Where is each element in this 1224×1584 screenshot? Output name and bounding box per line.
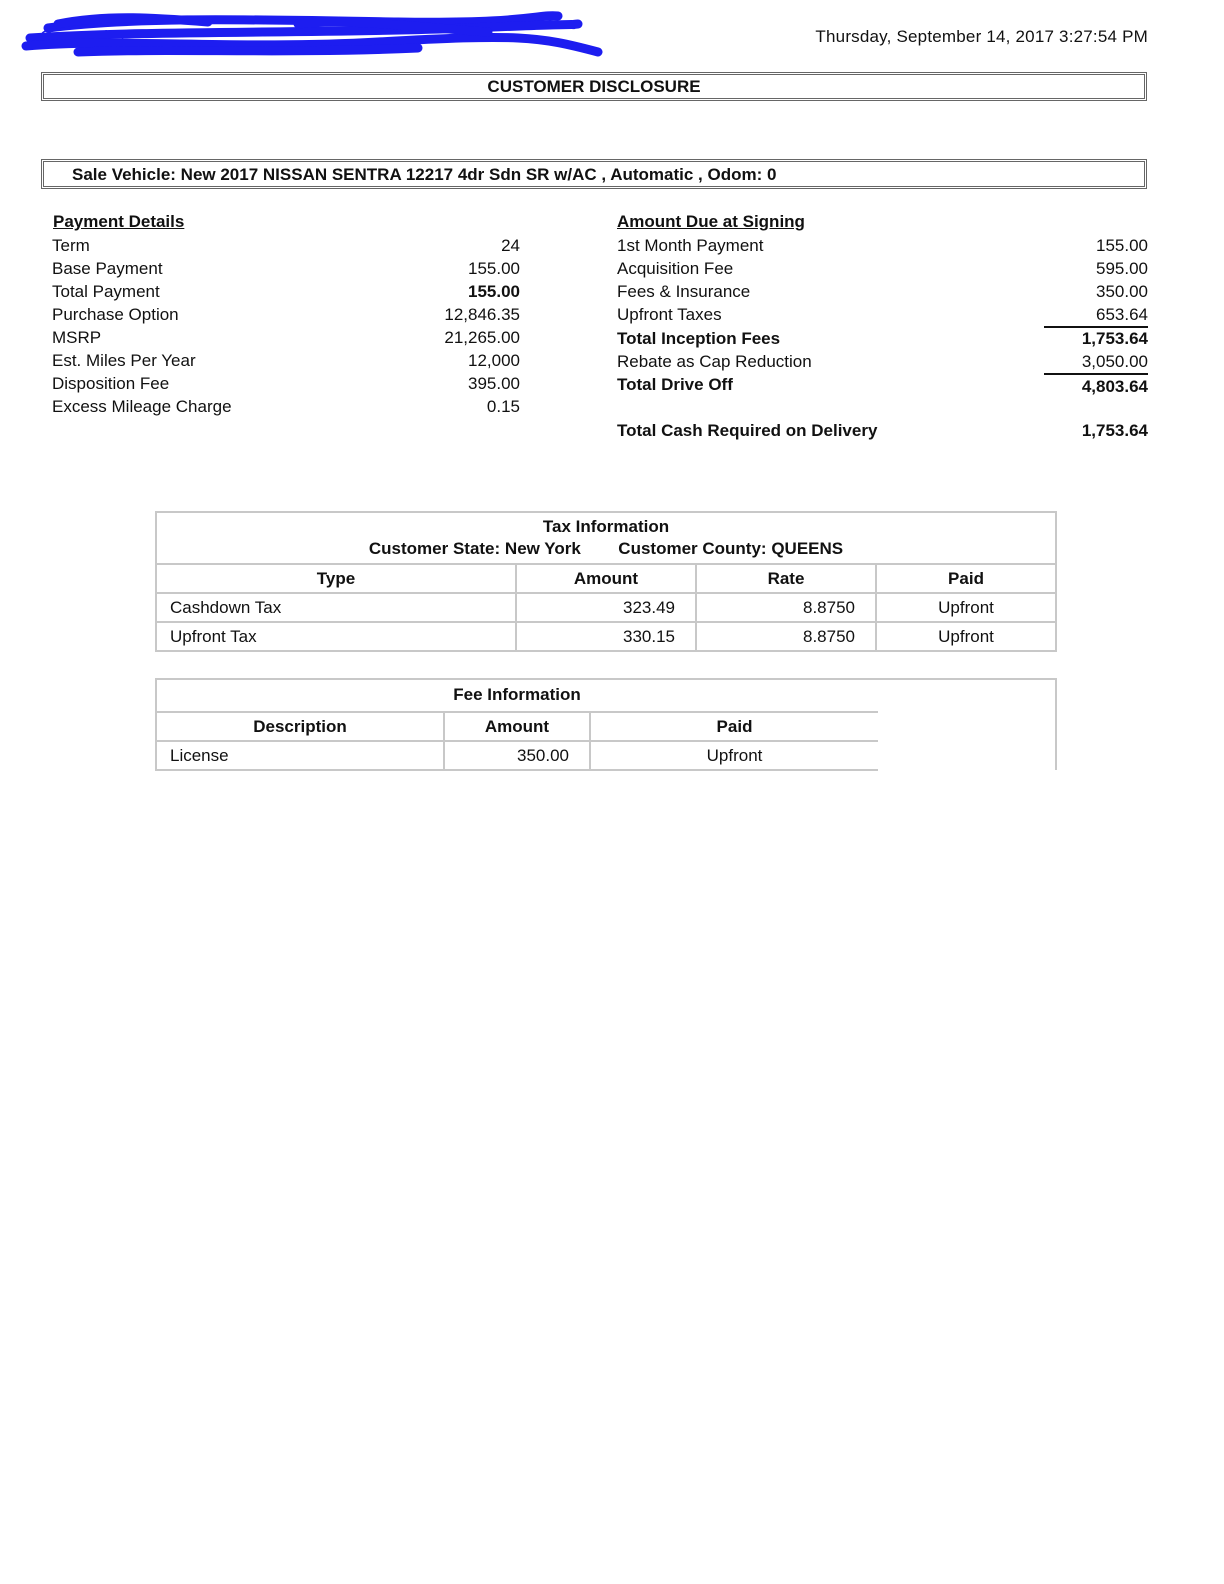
tax-title: Tax Information bbox=[542, 517, 670, 536]
tax-information-table bbox=[155, 511, 1057, 652]
fee-caption-row bbox=[156, 678, 878, 712]
payment-row bbox=[52, 280, 520, 303]
table-row bbox=[156, 622, 1056, 651]
payment-row-label: Purchase Option bbox=[52, 305, 179, 324]
amount-due-row-label: Total Cash Required on Delivery bbox=[617, 421, 878, 440]
tax-rate: 8.8750 bbox=[696, 593, 876, 622]
amount-due-row-label: Total Inception Fees bbox=[617, 329, 781, 348]
payment-row-label: Est. Miles Per Year bbox=[52, 351, 196, 370]
payment-row-label: Total Payment bbox=[52, 282, 160, 301]
payment-row bbox=[52, 303, 520, 326]
fee-col-header: Paid bbox=[590, 712, 878, 741]
fee-title: Fee Information bbox=[156, 678, 878, 712]
payment-row-value: 24 bbox=[501, 236, 520, 255]
tax-header-row bbox=[156, 564, 1056, 593]
tax-paid: Upfront bbox=[876, 593, 1056, 622]
amount-due-row bbox=[617, 373, 1148, 396]
state-value: New York bbox=[504, 539, 581, 558]
payment-row-value: 155.00 bbox=[468, 282, 520, 301]
state-label: Customer State: bbox=[368, 539, 501, 558]
tax-rate: 8.8750 bbox=[696, 622, 876, 651]
tax-caption-row bbox=[156, 512, 1056, 564]
amount-due-row-value: 1,753.64 bbox=[1081, 421, 1148, 440]
amount-due-row-value: 3,050.00 bbox=[1081, 352, 1148, 371]
tax-col-header: Rate bbox=[696, 564, 876, 593]
tax-type: Cashdown Tax bbox=[156, 593, 516, 622]
payment-row-label: Term bbox=[52, 236, 90, 255]
payment-row-value: 0.15 bbox=[486, 397, 520, 416]
payment-row-value: 395.00 bbox=[468, 374, 520, 393]
amount-due-row-label: Fees & Insurance bbox=[617, 282, 751, 301]
fee-col-header: Amount bbox=[444, 712, 590, 741]
amount-due-row-label: Rebate as Cap Reduction bbox=[617, 352, 812, 371]
tax-caption bbox=[156, 512, 1056, 564]
fee-information-table bbox=[155, 678, 878, 771]
fee-paid: Upfront bbox=[590, 741, 878, 770]
tax-location bbox=[157, 538, 1055, 560]
tax-col-header: Type bbox=[156, 564, 516, 593]
tax-paid: Upfront bbox=[876, 622, 1056, 651]
payment-row-label: MSRP bbox=[52, 328, 102, 347]
amount-due-row-label: Acquisition Fee bbox=[617, 259, 734, 278]
payment-row bbox=[52, 349, 520, 372]
payment-details-heading: Payment Details bbox=[53, 212, 185, 231]
amount-due-row bbox=[617, 350, 1148, 373]
tax-amount: 323.49 bbox=[516, 593, 696, 622]
tax-type: Upfront Tax bbox=[156, 622, 516, 651]
sale-vehicle-description: Sale Vehicle: New 2017 NISSAN SENTRA 12217 4dr Sdn SR w/AC , Automatic , Odom: 0 bbox=[41, 159, 1147, 189]
amount-due-row-label: Total Drive Off bbox=[617, 375, 733, 394]
amount-due-row-label: Upfront Taxes bbox=[617, 305, 722, 324]
amount-due-row-value: 653.64 bbox=[1096, 305, 1148, 324]
payment-row bbox=[52, 257, 520, 280]
payment-row-value: 155.00 bbox=[468, 259, 520, 278]
payment-row-label: Base Payment bbox=[52, 259, 163, 278]
payment-row-value: 12,000 bbox=[468, 351, 520, 370]
amount-due-row-value: 1,753.64 bbox=[1081, 329, 1148, 348]
tax-amount: 330.15 bbox=[516, 622, 696, 651]
county-value: QUEENS bbox=[771, 539, 844, 558]
payment-row bbox=[52, 372, 520, 395]
tax-col-header: Amount bbox=[516, 564, 696, 593]
page-title: CUSTOMER DISCLOSURE bbox=[41, 72, 1147, 101]
amount-due-row bbox=[617, 419, 1148, 442]
amount-due-row bbox=[617, 234, 1148, 257]
payment-row bbox=[52, 395, 520, 418]
county-label: Customer County: bbox=[618, 539, 767, 558]
fee-col-header: Description bbox=[156, 712, 444, 741]
payment-row bbox=[52, 326, 520, 349]
amount-due-section bbox=[617, 212, 1148, 444]
redacted-text: C... ...pple1 bbox=[40, 27, 127, 46]
payment-row-value: 21,265.00 bbox=[444, 328, 520, 347]
amount-due-row-value: 350.00 bbox=[1096, 282, 1148, 301]
redaction-scribble bbox=[18, 8, 608, 60]
amount-due-row-value: 4,803.64 bbox=[1081, 377, 1148, 396]
table-row bbox=[156, 593, 1056, 622]
payment-row-label: Disposition Fee bbox=[52, 374, 170, 393]
table-row bbox=[156, 741, 878, 770]
fee-header-row bbox=[156, 712, 878, 741]
amount-due-row bbox=[617, 303, 1148, 326]
tax-col-header: Paid bbox=[876, 564, 1056, 593]
amount-due-heading: Amount Due at Signing bbox=[617, 212, 805, 231]
payment-row-value: 12,846.35 bbox=[444, 305, 520, 324]
amount-due-row-value: 595.00 bbox=[1096, 259, 1148, 278]
amount-due-row-value: 155.00 bbox=[1096, 236, 1148, 255]
amount-due-row bbox=[617, 257, 1148, 280]
fee-amount: 350.00 bbox=[444, 741, 590, 770]
amount-due-row bbox=[617, 280, 1148, 303]
payment-row bbox=[52, 234, 520, 257]
payment-row-label: Excess Mileage Charge bbox=[52, 397, 232, 416]
report-datetime: Thursday, September 14, 2017 3:27:54 PM bbox=[815, 27, 1148, 46]
amount-due-row-label: 1st Month Payment bbox=[617, 236, 764, 255]
payment-details-section bbox=[52, 212, 520, 422]
fee-description: License bbox=[156, 741, 444, 770]
amount-due-row bbox=[617, 327, 1148, 350]
